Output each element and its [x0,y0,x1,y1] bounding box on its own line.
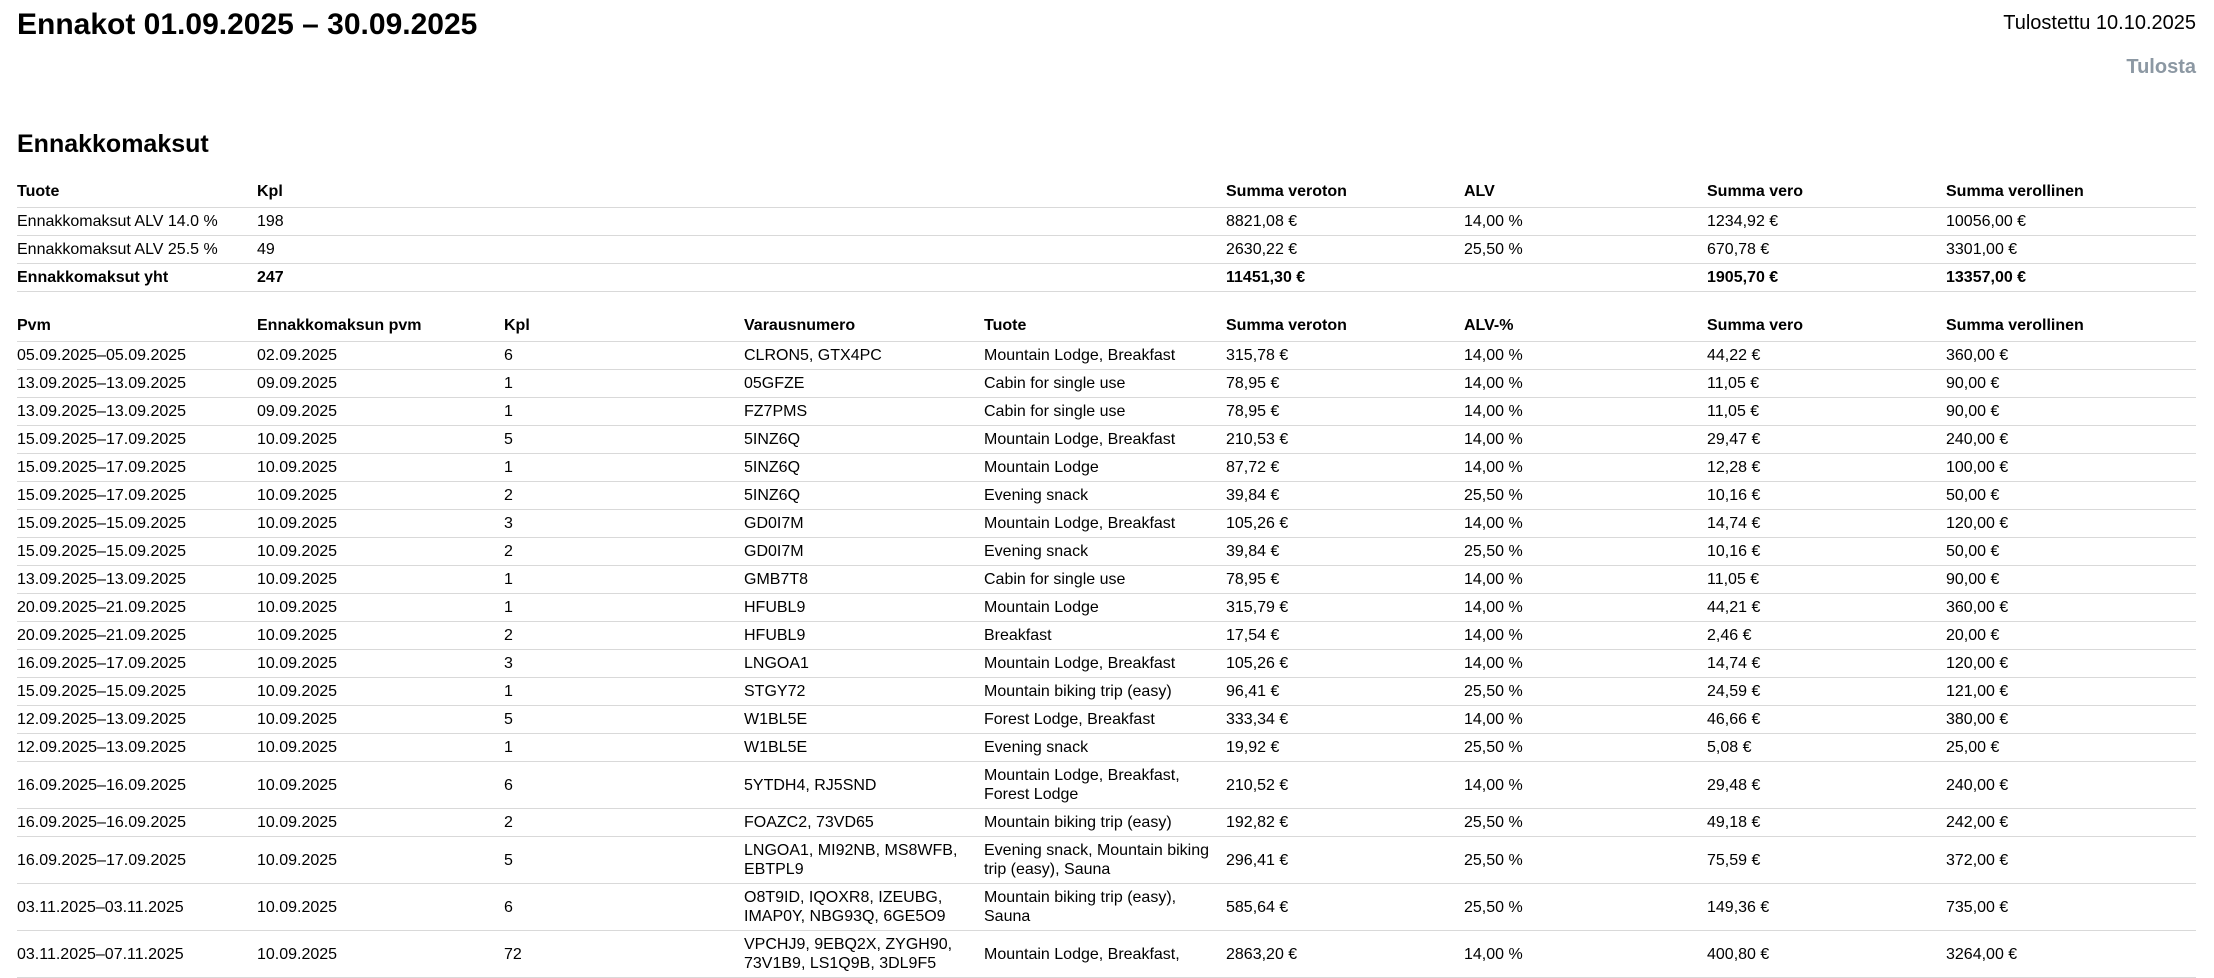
table-row [17,454,2196,482]
detail-cell-varausnumero: 5INZ6Q [744,482,984,510]
detail-cell-maksu-pvm: 09.09.2025 [257,398,504,426]
detail-cell-alv: 14,00 % [1464,370,1707,398]
detail-cell-kpl: 6 [504,762,744,809]
detail-cell-alv: 25,50 % [1464,734,1707,762]
summary-cell-kpl: 49 [257,236,1226,264]
detail-cell-varausnumero: FZ7PMS [744,398,984,426]
detail-cell-alv: 14,00 % [1464,594,1707,622]
detail-cell-vero: 11,05 € [1707,398,1946,426]
detail-cell-tuote: Cabin for single use [984,398,1226,426]
summary-cell-verollinen: 13357,00 € [1946,264,2196,292]
detail-cell-maksu-pvm: 10.09.2025 [257,566,504,594]
detail-cell-pvm: 15.09.2025–17.09.2025 [17,454,257,482]
detail-cell-veroton: 315,79 € [1226,594,1464,622]
detail-cell-tuote: Mountain biking trip (easy) [984,678,1226,706]
detail-cell-pvm: 15.09.2025–17.09.2025 [17,426,257,454]
detail-cell-maksu-pvm: 10.09.2025 [257,809,504,837]
detail-cell-verollinen: 120,00 € [1946,650,2196,678]
detail-col-varausnumero: Varausnumero [744,310,984,342]
detail-cell-kpl: 1 [504,398,744,426]
detail-cell-alv: 14,00 % [1464,650,1707,678]
detail-cell-veroton: 210,52 € [1226,762,1464,809]
summary-cell-alv: 14,00 % [1464,208,1707,236]
detail-cell-vero: 400,80 € [1707,931,1946,978]
detail-cell-kpl: 1 [504,566,744,594]
detail-cell-tuote: Mountain Lodge, Breakfast [984,342,1226,370]
detail-cell-pvm: 16.09.2025–16.09.2025 [17,809,257,837]
detail-cell-maksu-pvm: 10.09.2025 [257,762,504,809]
detail-cell-alv: 14,00 % [1464,398,1707,426]
detail-cell-verollinen: 3264,00 € [1946,931,2196,978]
detail-cell-alv: 25,50 % [1464,678,1707,706]
detail-cell-alv: 25,50 % [1464,538,1707,566]
summary-table [17,176,2196,292]
detail-body [17,342,2196,978]
detail-cell-veroton: 192,82 € [1226,809,1464,837]
summary-cell-vero: 1905,70 € [1707,264,1946,292]
detail-cell-verollinen: 20,00 € [1946,622,2196,650]
detail-col-alv: ALV-% [1464,310,1707,342]
detail-cell-pvm: 15.09.2025–15.09.2025 [17,510,257,538]
print-button[interactable]: Tulosta [2126,56,2196,78]
summary-cell-tuote: Ennakkomaksut ALV 14.0 % [17,208,257,236]
detail-cell-verollinen: 100,00 € [1946,454,2196,482]
section-heading: Ennakkomaksut [17,130,209,158]
detail-cell-tuote: Evening snack [984,538,1226,566]
summary-row [17,236,2196,264]
detail-cell-veroton: 105,26 € [1226,510,1464,538]
detail-header-row [17,310,2196,342]
summary-row [17,264,2196,292]
detail-cell-varausnumero: VPCHJ9, 9EBQ2X, ZYGH90, 73V1B9, LS1Q9B, 3DL9F5 [744,931,984,978]
detail-cell-kpl: 1 [504,734,744,762]
detail-cell-varausnumero: O8T9ID, IQOXR8, IZEUBG, IMAP0Y, NBG93Q, 6GE5O9 [744,884,984,931]
detail-cell-alv: 14,00 % [1464,342,1707,370]
summary-col-veroton: Summa veroton [1226,176,1464,208]
detail-cell-vero: 14,74 € [1707,510,1946,538]
detail-cell-tuote: Evening snack [984,482,1226,510]
detail-cell-maksu-pvm: 10.09.2025 [257,426,504,454]
detail-cell-verollinen: 240,00 € [1946,426,2196,454]
detail-cell-veroton: 78,95 € [1226,398,1464,426]
detail-cell-vero: 11,05 € [1707,370,1946,398]
table-row [17,594,2196,622]
detail-cell-vero: 12,28 € [1707,454,1946,482]
detail-cell-veroton: 96,41 € [1226,678,1464,706]
table-row [17,650,2196,678]
summary-cell-verollinen: 3301,00 € [1946,236,2196,264]
detail-cell-veroton: 296,41 € [1226,837,1464,884]
detail-cell-vero: 5,08 € [1707,734,1946,762]
table-row [17,706,2196,734]
detail-cell-maksu-pvm: 09.09.2025 [257,370,504,398]
detail-cell-alv: 14,00 % [1464,454,1707,482]
detail-cell-vero: 2,46 € [1707,622,1946,650]
detail-cell-vero: 11,05 € [1707,566,1946,594]
detail-cell-varausnumero: LNGOA1, MI92NB, MS8WFB, EBTPL9 [744,837,984,884]
detail-cell-kpl: 2 [504,482,744,510]
detail-cell-kpl: 1 [504,594,744,622]
detail-cell-pvm: 16.09.2025–17.09.2025 [17,650,257,678]
detail-cell-pvm: 03.11.2025–07.11.2025 [17,931,257,978]
detail-cell-tuote: Mountain biking trip (easy), Sauna [984,884,1226,931]
detail-cell-kpl: 3 [504,510,744,538]
detail-cell-maksu-pvm: 10.09.2025 [257,482,504,510]
detail-cell-maksu-pvm: 02.09.2025 [257,342,504,370]
detail-cell-veroton: 315,78 € [1226,342,1464,370]
detail-cell-pvm: 03.11.2025–03.11.2025 [17,884,257,931]
detail-cell-veroton: 39,84 € [1226,482,1464,510]
detail-cell-tuote: Evening snack, Mountain biking trip (easy), Sauna [984,837,1226,884]
detail-cell-tuote: Mountain Lodge, Breakfast [984,510,1226,538]
table-row [17,622,2196,650]
detail-cell-kpl: 2 [504,538,744,566]
detail-cell-verollinen: 50,00 € [1946,538,2196,566]
detail-cell-maksu-pvm: 10.09.2025 [257,931,504,978]
detail-cell-vero: 75,59 € [1707,837,1946,884]
detail-cell-varausnumero: HFUBL9 [744,622,984,650]
detail-cell-kpl: 1 [504,370,744,398]
table-row [17,510,2196,538]
detail-cell-vero: 49,18 € [1707,809,1946,837]
detail-cell-varausnumero: GD0I7M [744,538,984,566]
detail-cell-kpl: 6 [504,342,744,370]
table-row [17,538,2196,566]
detail-col-pvm: Pvm [17,310,257,342]
detail-cell-veroton: 2863,20 € [1226,931,1464,978]
table-row [17,426,2196,454]
table-row [17,398,2196,426]
summary-col-vero: Summa vero [1707,176,1946,208]
detail-cell-kpl: 72 [504,931,744,978]
detail-col-kpl: Kpl [504,310,744,342]
detail-cell-tuote: Mountain Lodge, Breakfast, Forest Lodge [984,762,1226,809]
detail-cell-alv: 14,00 % [1464,931,1707,978]
detail-cell-varausnumero: W1BL5E [744,706,984,734]
detail-cell-kpl: 6 [504,884,744,931]
printed-date: Tulostettu 10.10.2025 [2003,12,2196,34]
detail-cell-pvm: 05.09.2025–05.09.2025 [17,342,257,370]
detail-cell-pvm: 15.09.2025–17.09.2025 [17,482,257,510]
detail-cell-alv: 14,00 % [1464,426,1707,454]
detail-cell-verollinen: 372,00 € [1946,837,2196,884]
detail-cell-vero: 10,16 € [1707,482,1946,510]
summary-col-alv: ALV [1464,176,1707,208]
table-row [17,734,2196,762]
detail-cell-alv: 25,50 % [1464,809,1707,837]
detail-cell-alv: 14,00 % [1464,706,1707,734]
detail-cell-maksu-pvm: 10.09.2025 [257,538,504,566]
detail-cell-vero: 44,22 € [1707,342,1946,370]
detail-cell-varausnumero: CLRON5, GTX4PC [744,342,984,370]
detail-cell-verollinen: 242,00 € [1946,809,2196,837]
summary-cell-tuote: Ennakkomaksut yht [17,264,257,292]
detail-cell-verollinen: 25,00 € [1946,734,2196,762]
detail-cell-vero: 46,66 € [1707,706,1946,734]
table-row [17,482,2196,510]
detail-cell-alv: 25,50 % [1464,837,1707,884]
table-row [17,884,2196,931]
detail-cell-varausnumero: LNGOA1 [744,650,984,678]
detail-cell-veroton: 585,64 € [1226,884,1464,931]
detail-cell-pvm: 15.09.2025–15.09.2025 [17,678,257,706]
detail-cell-vero: 29,48 € [1707,762,1946,809]
summary-row [17,208,2196,236]
summary-col-kpl: Kpl [257,176,1226,208]
header-right [2003,12,2196,79]
detail-cell-varausnumero: W1BL5E [744,734,984,762]
detail-cell-verollinen: 121,00 € [1946,678,2196,706]
detail-cell-maksu-pvm: 10.09.2025 [257,706,504,734]
table-row [17,837,2196,884]
detail-col-tuote: Tuote [984,310,1226,342]
detail-cell-maksu-pvm: 10.09.2025 [257,884,504,931]
detail-cell-maksu-pvm: 10.09.2025 [257,622,504,650]
detail-cell-vero: 14,74 € [1707,650,1946,678]
detail-cell-varausnumero: GD0I7M [744,510,984,538]
table-row [17,678,2196,706]
detail-cell-veroton: 105,26 € [1226,650,1464,678]
summary-cell-kpl: 247 [257,264,1226,292]
detail-cell-alv: 14,00 % [1464,510,1707,538]
detail-cell-veroton: 19,92 € [1226,734,1464,762]
detail-cell-verollinen: 50,00 € [1946,482,2196,510]
detail-col-veroton: Summa veroton [1226,310,1464,342]
summary-cell-alv: 25,50 % [1464,236,1707,264]
detail-cell-maksu-pvm: 10.09.2025 [257,650,504,678]
detail-cell-verollinen: 90,00 € [1946,370,2196,398]
detail-cell-tuote: Mountain biking trip (easy) [984,809,1226,837]
summary-cell-kpl: 198 [257,208,1226,236]
detail-cell-varausnumero: 5YTDH4, RJ5SND [744,762,984,809]
detail-cell-tuote: Evening snack [984,734,1226,762]
detail-cell-pvm: 13.09.2025–13.09.2025 [17,566,257,594]
report-header [17,8,2196,78]
detail-cell-alv: 14,00 % [1464,566,1707,594]
detail-cell-veroton: 333,34 € [1226,706,1464,734]
detail-cell-varausnumero: STGY72 [744,678,984,706]
detail-cell-verollinen: 90,00 € [1946,398,2196,426]
detail-cell-maksu-pvm: 10.09.2025 [257,594,504,622]
detail-cell-maksu-pvm: 10.09.2025 [257,837,504,884]
detail-cell-kpl: 5 [504,426,744,454]
detail-cell-pvm: 20.09.2025–21.09.2025 [17,594,257,622]
detail-cell-veroton: 87,72 € [1226,454,1464,482]
detail-cell-tuote: Mountain Lodge [984,454,1226,482]
summary-body [17,208,2196,292]
detail-cell-tuote: Cabin for single use [984,370,1226,398]
detail-cell-vero: 29,47 € [1707,426,1946,454]
detail-cell-maksu-pvm: 10.09.2025 [257,454,504,482]
detail-col-vero: Summa vero [1707,310,1946,342]
detail-cell-maksu-pvm: 10.09.2025 [257,678,504,706]
detail-cell-alv: 14,00 % [1464,622,1707,650]
table-row [17,370,2196,398]
summary-cell-verollinen: 10056,00 € [1946,208,2196,236]
detail-cell-varausnumero: 05GFZE [744,370,984,398]
detail-cell-veroton: 17,54 € [1226,622,1464,650]
summary-cell-vero: 1234,92 € [1707,208,1946,236]
detail-cell-pvm: 20.09.2025–21.09.2025 [17,622,257,650]
summary-cell-veroton: 8821,08 € [1226,208,1464,236]
detail-cell-pvm: 13.09.2025–13.09.2025 [17,398,257,426]
detail-table [17,310,2196,978]
detail-col-verollinen: Summa verollinen [1946,310,2196,342]
detail-cell-varausnumero: 5INZ6Q [744,426,984,454]
detail-cell-pvm: 15.09.2025–15.09.2025 [17,538,257,566]
detail-cell-tuote: Mountain Lodge, Breakfast [984,426,1226,454]
detail-cell-tuote: Mountain Lodge, Breakfast, [984,931,1226,978]
detail-cell-maksu-pvm: 10.09.2025 [257,510,504,538]
summary-cell-tuote: Ennakkomaksut ALV 25.5 % [17,236,257,264]
detail-cell-kpl: 1 [504,454,744,482]
detail-cell-varausnumero: FOAZC2, 73VD65 [744,809,984,837]
detail-cell-kpl: 5 [504,706,744,734]
table-row [17,931,2196,978]
detail-cell-verollinen: 380,00 € [1946,706,2196,734]
detail-cell-varausnumero: 5INZ6Q [744,454,984,482]
summary-col-verollinen: Summa verollinen [1946,176,2196,208]
detail-cell-kpl: 3 [504,650,744,678]
detail-cell-vero: 149,36 € [1707,884,1946,931]
table-row [17,809,2196,837]
detail-cell-vero: 10,16 € [1707,538,1946,566]
detail-cell-verollinen: 120,00 € [1946,510,2196,538]
detail-cell-pvm: 13.09.2025–13.09.2025 [17,370,257,398]
detail-cell-tuote: Forest Lodge, Breakfast [984,706,1226,734]
detail-cell-tuote: Breakfast [984,622,1226,650]
detail-cell-maksu-pvm: 10.09.2025 [257,734,504,762]
table-row [17,762,2196,809]
detail-cell-tuote: Mountain Lodge [984,594,1226,622]
detail-cell-verollinen: 360,00 € [1946,594,2196,622]
table-row [17,342,2196,370]
table-row [17,566,2196,594]
detail-cell-pvm: 16.09.2025–16.09.2025 [17,762,257,809]
detail-cell-vero: 44,21 € [1707,594,1946,622]
detail-cell-tuote: Mountain Lodge, Breakfast [984,650,1226,678]
detail-cell-kpl: 1 [504,678,744,706]
detail-cell-pvm: 16.09.2025–17.09.2025 [17,837,257,884]
detail-cell-kpl: 5 [504,837,744,884]
detail-cell-veroton: 210,53 € [1226,426,1464,454]
detail-cell-verollinen: 240,00 € [1946,762,2196,809]
detail-cell-varausnumero: GMB7T8 [744,566,984,594]
detail-cell-kpl: 2 [504,809,744,837]
summary-cell-vero: 670,78 € [1707,236,1946,264]
detail-cell-vero: 24,59 € [1707,678,1946,706]
detail-cell-veroton: 78,95 € [1226,566,1464,594]
detail-cell-veroton: 78,95 € [1226,370,1464,398]
detail-cell-alv: 25,50 % [1464,482,1707,510]
summary-cell-veroton: 11451,30 € [1226,264,1464,292]
summary-cell-veroton: 2630,22 € [1226,236,1464,264]
detail-cell-varausnumero: HFUBL9 [744,594,984,622]
detail-cell-kpl: 2 [504,622,744,650]
detail-cell-verollinen: 735,00 € [1946,884,2196,931]
page-title: Ennakot 01.09.2025 – 30.09.2025 [17,8,478,41]
detail-cell-verollinen: 360,00 € [1946,342,2196,370]
summary-col-tuote: Tuote [17,176,257,208]
summary-cell-alv [1464,264,1707,292]
detail-cell-verollinen: 90,00 € [1946,566,2196,594]
summary-header-row [17,176,2196,208]
detail-cell-pvm: 12.09.2025–13.09.2025 [17,734,257,762]
detail-cell-alv: 25,50 % [1464,884,1707,931]
detail-cell-tuote: Cabin for single use [984,566,1226,594]
detail-col-maksu-pvm: Ennakkomaksun pvm [257,310,504,342]
detail-cell-alv: 14,00 % [1464,762,1707,809]
detail-cell-veroton: 39,84 € [1226,538,1464,566]
detail-cell-pvm: 12.09.2025–13.09.2025 [17,706,257,734]
